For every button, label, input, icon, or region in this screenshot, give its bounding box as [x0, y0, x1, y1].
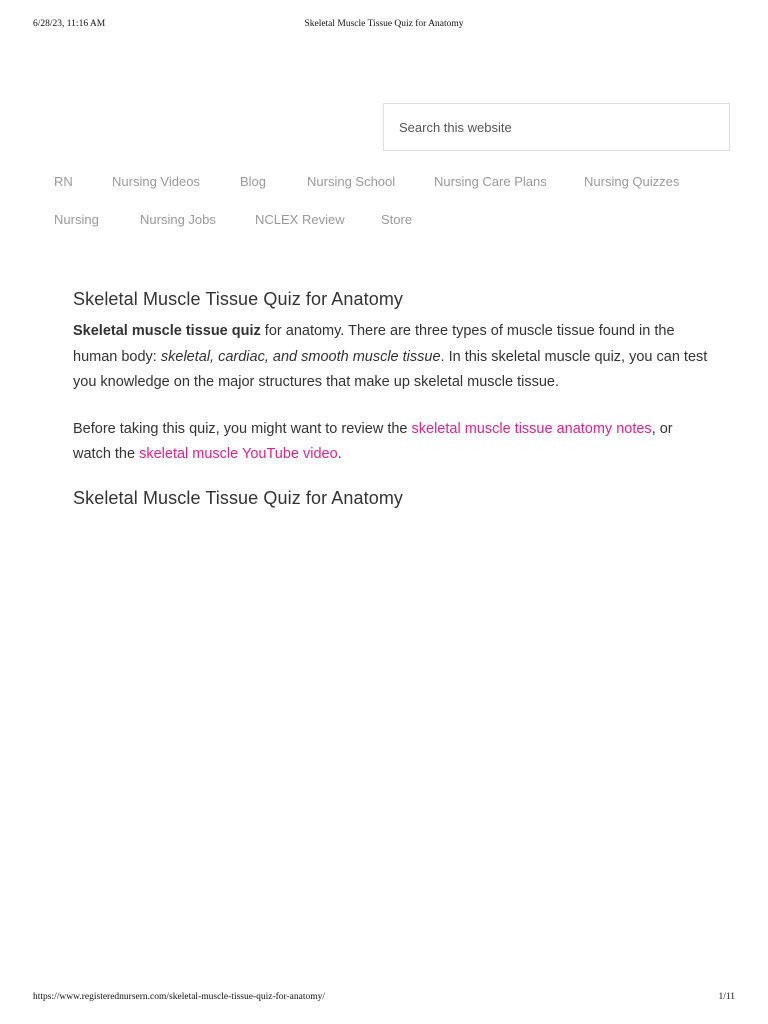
review-text-3: . [337, 446, 342, 462]
nav-row-2 [54, 208, 734, 246]
print-url: https://www.registerednursern.com/skeletal-muscle-tissue-quiz-for-anatomy/ [33, 992, 326, 1002]
nav-item-blog[interactable]: Blog [240, 174, 267, 189]
print-footer [0, 992, 768, 1006]
nav-item-store[interactable]: Store [381, 212, 413, 227]
print-datetime: 6/28/23, 11:16 AM [33, 19, 106, 29]
nav-item-nursing-jobs[interactable]: Nursing Jobs [140, 212, 216, 227]
print-page-number: 1/11 [718, 992, 735, 1002]
nav-item-rn[interactable]: RN [54, 174, 73, 189]
nav-item-nursing-quizzes[interactable]: Nursing Quizzes [584, 174, 680, 189]
article [73, 285, 713, 509]
search-form[interactable] [383, 103, 730, 151]
review-text-1: Before taking this quiz, you might want to review the [73, 420, 412, 437]
anatomy-notes-link[interactable]: skeletal muscle tissue anatomy notes [411, 420, 652, 437]
main-nav [54, 170, 734, 246]
intro-paragraph [73, 319, 713, 396]
nav-item-nursing-care-plans[interactable]: Nursing Care Plans [434, 174, 547, 189]
review-paragraph [73, 417, 713, 468]
search-input[interactable] [384, 119, 729, 136]
nav-item-nursing-school[interactable]: Nursing School [307, 174, 396, 189]
section-title: Skeletal Muscle Tissue Quiz for Anatomy [73, 487, 404, 508]
page-title: Skeletal Muscle Tissue Quiz for Anatomy [73, 289, 404, 309]
youtube-video-link[interactable]: skeletal muscle YouTube video [139, 446, 338, 462]
nav-item-nursing-videos[interactable]: Nursing Videos [112, 174, 200, 189]
intro-text-2: . In this skeletal muscle quiz, you can test you knowledge on the major structures that make up skeletal muscle tissue. [73, 348, 708, 390]
review-text-2: , or watch the [73, 420, 673, 462]
nav-item-nursing[interactable]: Nursing [54, 212, 99, 227]
print-page-title: Skeletal Muscle Tissue Quiz for Anatomy [304, 19, 464, 29]
intro-italic-types: skeletal, cardiac, and smooth muscle tissue [160, 348, 441, 365]
print-header [0, 19, 768, 33]
nav-row-1 [54, 170, 734, 208]
nav-item-nclex-review[interactable]: NCLEX Review [255, 212, 345, 227]
intro-bold-term: Skeletal muscle tissue quiz [73, 323, 261, 339]
intro-text-1: for anatomy. There are three types of muscle tissue found in the human body: [73, 323, 675, 365]
